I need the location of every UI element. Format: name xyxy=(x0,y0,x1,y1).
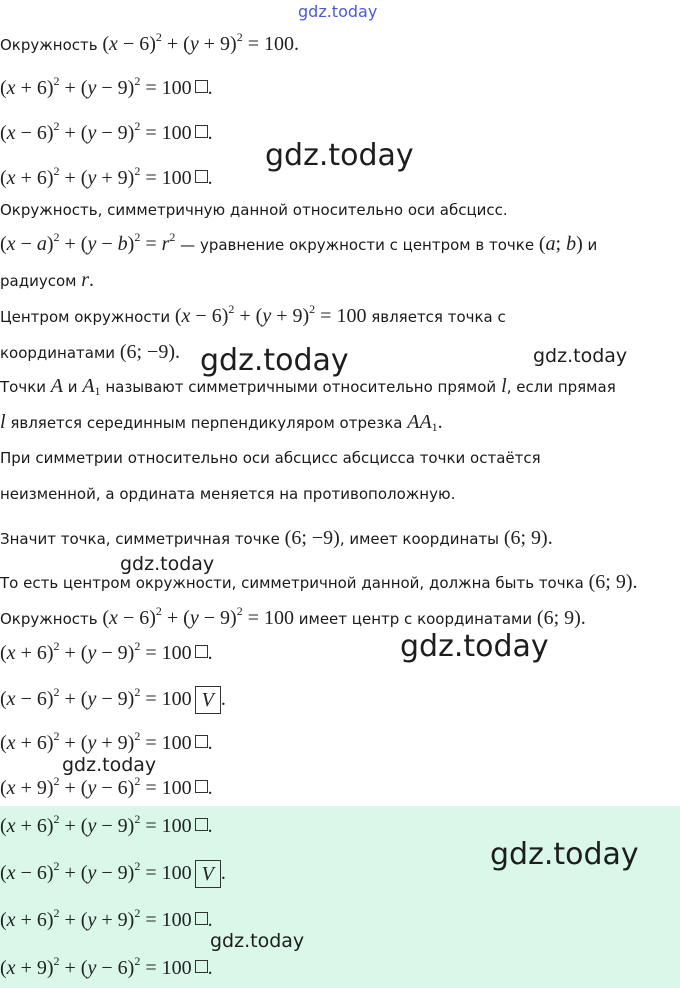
line-text: координатами xyxy=(0,344,116,362)
point: (6; 9). xyxy=(503,527,553,549)
empty-checkbox xyxy=(195,735,208,748)
line-text: Окружность, симметричную данной относительно оси абсцисс. xyxy=(0,201,508,219)
empty-checkbox xyxy=(195,170,208,183)
text-line: неизменной, а ордината меняется на противоположную. xyxy=(0,485,456,503)
answer-line xyxy=(0,814,213,839)
text-line: Значит точка, симметричная точке (6; −9), имеет координаты (6; 9). xyxy=(0,527,553,549)
line-text: — уравнение окружности с центром в точке xyxy=(180,236,535,254)
text-line xyxy=(0,340,180,365)
empty-checkbox xyxy=(195,645,208,658)
point: (6; −9) xyxy=(284,527,340,549)
text-line: Окружность $(x - 6)^2 + (y - 9)^2 = 100$ имеет центр с координатами (6; 9). xyxy=(0,604,586,629)
equation: $(x - 6)^2 + (y + 9)^2 = 100$. xyxy=(102,30,299,55)
watermark: gdz.today xyxy=(533,345,628,367)
watermark: gdz.today xyxy=(62,754,157,776)
equation-line xyxy=(0,76,213,101)
equation: $(x - 6)^2 + (y + 9)^2 = 100$ xyxy=(174,302,367,327)
checked-box: V xyxy=(195,686,221,714)
line-text: и xyxy=(587,236,598,254)
equation: $(x + 6)^2 + (y - 9)^2 = 100$ . xyxy=(0,74,213,99)
empty-checkbox xyxy=(195,818,208,831)
watermark: gdz.today xyxy=(298,2,378,21)
checked-box: V xyxy=(195,860,221,888)
line-text: Центром окружности xyxy=(0,308,171,326)
equation: $(x + 6)^2 + (y + 9)^2 = 100$ . xyxy=(0,729,213,754)
option-line xyxy=(0,776,213,801)
text-line: Точки A и $A_1$ называют симметричными относительно прямой l, если прямая xyxy=(0,375,616,398)
equation: $(x - 6)^2 + (y - 9)^2 = 100$ V . xyxy=(0,862,226,884)
watermark: gdz.today xyxy=(200,343,349,378)
equation: $(x + 9)^2 + (y - 6)^2 = 100$ . xyxy=(0,954,213,979)
equation: $(x + 6)^2 + (y + 9)^2 = 100$ . xyxy=(0,164,213,189)
equation: $(x - a)^2 + (y - b)^2 = r^2$ xyxy=(0,230,176,255)
equation: $(x + 6)^2 + (y - 9)^2 = 100$ . xyxy=(0,639,213,664)
equation: $(x - 6)^2 + (y - 9)^2 = 100$ . xyxy=(0,119,213,144)
option-line xyxy=(0,686,226,714)
line-text: радиусом xyxy=(0,272,77,290)
option-line xyxy=(0,731,213,756)
point: (6; −9). xyxy=(119,341,180,363)
equation: $(x - 6)^2 + (y - 9)^2 = 100$ V . xyxy=(0,688,226,710)
equation: $(x + 6)^2 + (y - 9)^2 = 100$ . xyxy=(0,812,213,837)
empty-checkbox xyxy=(195,80,208,93)
watermark: gdz.today xyxy=(120,553,215,575)
equation-line xyxy=(0,121,213,146)
empty-checkbox xyxy=(195,960,208,973)
line-text: является точка с xyxy=(371,308,506,326)
text-line xyxy=(0,32,299,57)
watermark: gdz.today xyxy=(400,629,549,664)
empty-checkbox xyxy=(195,780,208,793)
text-line: радиусом r. xyxy=(0,269,95,291)
equation: $(x - 6)^2 + (y - 9)^2 = 100$ xyxy=(102,604,294,629)
empty-checkbox xyxy=(195,125,208,138)
text-line xyxy=(0,198,508,222)
answer-line xyxy=(0,956,213,981)
option-line xyxy=(0,641,213,666)
equation-line xyxy=(0,166,213,191)
point: (a; b) xyxy=(538,233,583,255)
watermark: gdz.today xyxy=(490,837,639,872)
line-text: Окружность xyxy=(0,36,98,54)
answer-line xyxy=(0,908,213,933)
answer-line xyxy=(0,860,226,888)
equation: $(x + 9)^2 + (y - 6)^2 = 100$ . xyxy=(0,774,213,799)
equation: $(x + 6)^2 + (y + 9)^2 = 100$ . xyxy=(0,906,213,931)
point: (6; 9). xyxy=(536,607,586,629)
point: (6; 9). xyxy=(588,571,638,593)
watermark: gdz.today xyxy=(265,138,414,173)
watermark: gdz.today xyxy=(210,930,305,952)
text-line: При симметрии относительно оси абсцисс абсцисса точки остаётся xyxy=(0,449,541,467)
text-line: l является серединным перпендикуляром отрезка $AA_1$. xyxy=(0,411,443,434)
text-line xyxy=(0,232,597,257)
text-line: То есть центром окружности, симметричной данной, должна быть точка (6; 9). xyxy=(0,571,638,593)
text-line xyxy=(0,304,506,329)
empty-checkbox xyxy=(195,912,208,925)
